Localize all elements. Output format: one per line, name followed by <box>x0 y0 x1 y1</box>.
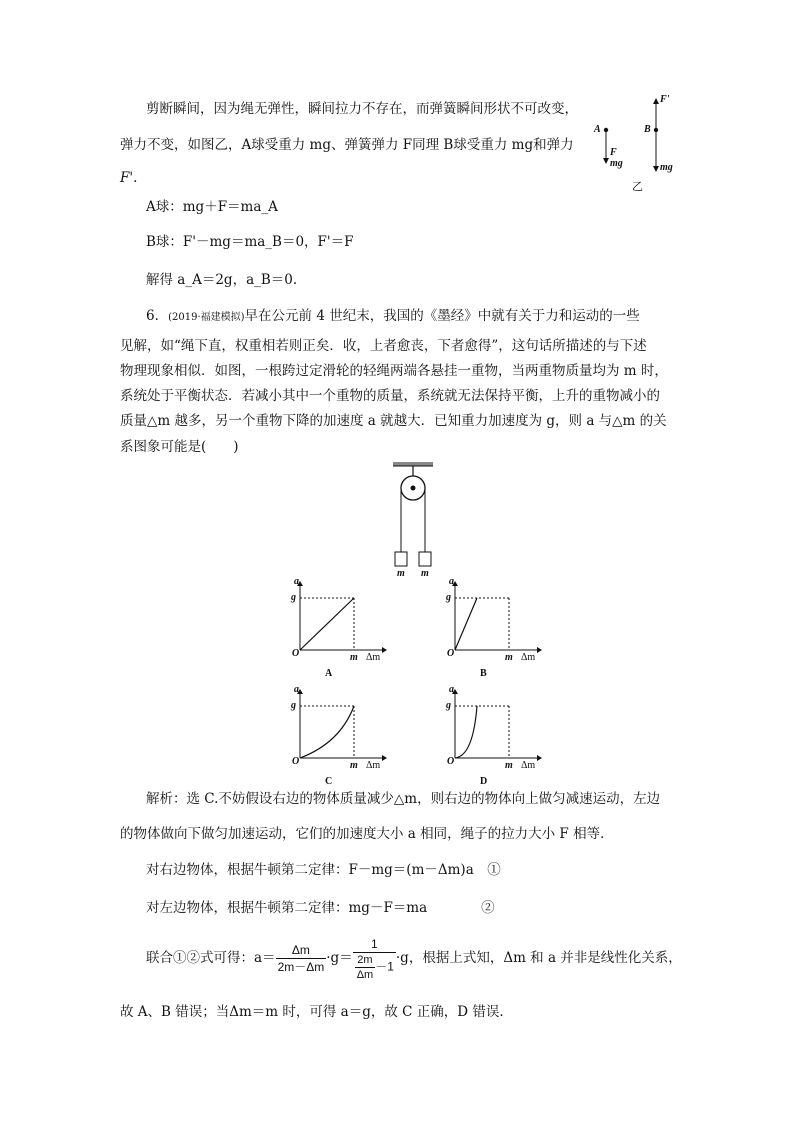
question-line: 质量△m 越多，另一个重物下降的加速度 a 就越大．已知重力加速度为 g，则 a 与△m 的关 <box>120 413 667 429</box>
axis-dm: Δm <box>366 652 381 663</box>
graph-c <box>290 684 390 788</box>
tick-g: g <box>446 592 451 603</box>
graph-axes <box>290 688 390 788</box>
analysis-line: 的物体做向下做匀加速运动，它们的加速度大小 a 相同，绳子的拉力大小 F 相等． <box>120 826 614 842</box>
figure-yi <box>590 92 690 192</box>
tick-m: m <box>505 760 513 771</box>
fraction <box>276 942 327 975</box>
tick-m: m <box>505 652 513 663</box>
numerator: 2m <box>355 953 376 968</box>
question-line: 物理现象相似．如图，一根跨过定滑轮的轻绳两端各悬挂一重物，当两重物质量均为 m 时， <box>120 363 668 379</box>
question-text: 早在公元前 4 世纪末，我国的《墨经》中就有关于力和运动的一些 <box>244 308 640 324</box>
graph-d <box>445 684 545 788</box>
curve <box>300 706 354 758</box>
formula-line <box>146 930 682 986</box>
axis-dm: Δm <box>521 760 536 771</box>
graph-axes <box>445 688 545 788</box>
label-mg: mg <box>610 158 623 169</box>
graph-letter: D <box>480 776 488 787</box>
pulley-diagram <box>385 460 445 585</box>
tick-m: m <box>350 760 358 771</box>
numerator: Δm <box>276 942 327 959</box>
label-b: B <box>644 124 651 135</box>
mass-label: m <box>421 568 429 579</box>
graph-letter: A <box>325 668 333 679</box>
denominator: 2m－Δm <box>277 960 325 974</box>
denominator: Δm <box>356 968 374 981</box>
question-line: 系图象可能是( ) <box>120 439 239 455</box>
fraction <box>353 936 396 982</box>
formula-text: －1 <box>375 959 394 974</box>
tick-g: g <box>446 700 451 711</box>
axis-a: a <box>449 576 454 587</box>
numerator: 1 <box>353 936 396 953</box>
text-line: 剪断瞬间，因为绳无弹性，瞬间拉力不存在，而弹簧瞬间形状不可改变， <box>146 101 578 117</box>
label-a: A <box>594 124 601 135</box>
graph-a <box>290 576 390 680</box>
equation-a: A球：mg＋F＝ma_A <box>146 199 278 215</box>
graph-axes <box>290 580 390 680</box>
axis-a: a <box>294 684 299 695</box>
mass-label: m <box>397 568 405 579</box>
label-mg: mg <box>660 162 673 173</box>
tick-g: g <box>291 592 296 603</box>
solution: 解得 a_A＝2g，a_B＝0. <box>146 272 298 288</box>
graph-letter: B <box>480 668 487 679</box>
origin: O <box>447 756 455 767</box>
question-number: 6． <box>146 308 169 324</box>
axis-a: a <box>449 684 454 695</box>
denominator <box>353 953 396 982</box>
axis-dm: Δm <box>521 652 536 663</box>
text-line: F'. <box>120 170 138 186</box>
question-line: 系统处于平衡状态．若减小其中一个重物的质量，系统就无法保持平衡，上升的重物减小的 <box>120 388 660 404</box>
formula-text: ·g，根据上式知，Δm 和 a 并非是线性化关系， <box>395 950 682 966</box>
tick-m: m <box>350 652 358 663</box>
graph-letter: C <box>325 776 333 787</box>
graph-b <box>445 576 545 680</box>
analysis-line: 解析：选 C.不妨假设右边的物体质量减少△m，则右边的物体向上做匀减速运动，左边 <box>146 791 661 807</box>
pulley-figure <box>385 460 445 585</box>
question-source: (2019·福建模拟) <box>168 312 245 323</box>
label-fprime: F' <box>660 94 670 105</box>
caption: 乙 <box>632 181 643 193</box>
analysis-line: 故 A、B 错误；当Δm＝m 时，可得 a＝g，故 C 正确，D 错误． <box>120 1004 513 1020</box>
formula-text: 联合①②式可得：a＝ <box>146 950 276 966</box>
origin: O <box>292 648 300 659</box>
origin: O <box>447 648 455 659</box>
axis-a: a <box>294 576 299 587</box>
origin: O <box>292 756 300 767</box>
analysis-line: 对左边物体，根据牛顿第二定律：mg－F＝ma ② <box>146 900 495 916</box>
label-f: F <box>610 147 617 158</box>
question-line: 见解，如“绳下直，权重相若则正矣．收，上者愈丧，下者愈得”，这句话所描述的与下述 <box>120 338 647 354</box>
tick-g: g <box>291 700 296 711</box>
curve <box>455 598 477 650</box>
graph-axes <box>445 580 545 680</box>
formula-text: ·g＝ <box>326 950 353 966</box>
curve <box>300 598 354 650</box>
curve <box>455 706 477 758</box>
force-diagram <box>590 92 690 192</box>
analysis-line: 对右边物体，根据牛顿第二定律：F－mg＝(m－Δm)a ① <box>146 862 501 878</box>
text-line: 弹力不变，如图乙，A球受重力 mg、弹簧弹力 F同理 B球受重力 mg和弹力 <box>120 137 574 153</box>
question-line <box>146 307 640 327</box>
axis-dm: Δm <box>366 760 381 771</box>
equation-b: B球：F'－mg＝ma_B＝0，F'＝F <box>146 234 354 250</box>
